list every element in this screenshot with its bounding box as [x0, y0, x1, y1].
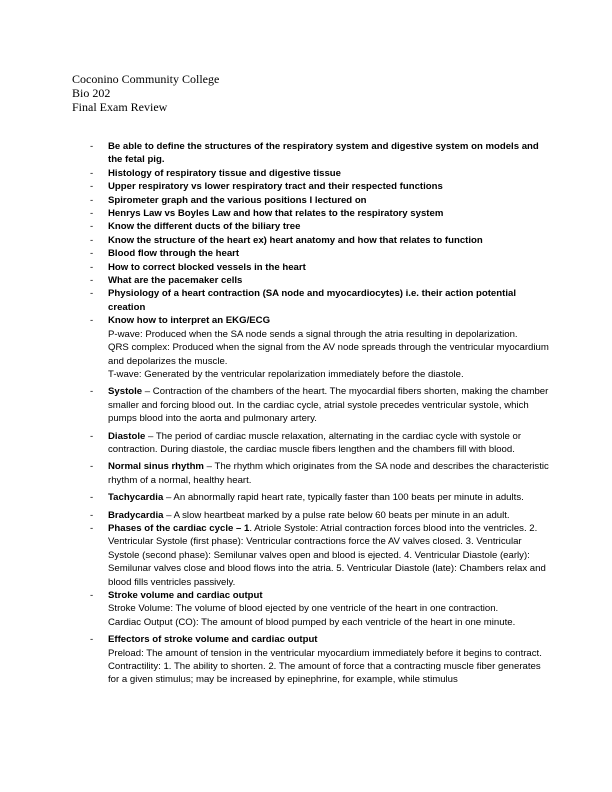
item-heading: Stroke volume and cardiac output	[108, 590, 263, 601]
item-text: – A slow heartbeat marked by a pulse rate below 60 beats per minute in an adult.	[163, 509, 510, 521]
preload-text: Preload: The amount of tension in the ventricular myocardium immediately before it begins to contract.	[108, 647, 542, 659]
list-item	[90, 274, 550, 287]
item-text: – The rhythm which originates from the SA node and describes the characteristic rhythm of a normal, healthy heart.	[108, 461, 549, 486]
contractility-text: Contractility: 1. The ability to shorten. 2. The amount of force that a contracting muscle fiber generates for a given stimulus; may be increased by epinephrine, for example, while stimulus	[108, 661, 541, 686]
list-item	[90, 220, 550, 233]
item-heading: Henrys Law vs Boyles Law and how that relates to the respiratory system	[108, 208, 444, 220]
item-heading: Blood flow through the heart	[108, 248, 240, 260]
item-heading: Normal sinus rhythm	[108, 461, 204, 473]
list-item	[90, 247, 550, 260]
item-text: . Atriole Systole: Atrial contraction forces blood into the ventricles. 2. Ventricular Systole (first phase): Ventricular contractions force the AV valves closed. 3. Ventricular Systole (second phase): Semilunar valves open and blood is ejected. 4. Ventricular Diastole (early): Semilunar valves close and blood flows into the atria. 5. Ventricular Diastole (late): Chambers relax and blood fills ventricles passively.	[108, 522, 546, 588]
college-name: Coconino Community College	[72, 72, 220, 86]
list-item-tachycardia	[90, 491, 550, 504]
item-heading: How to correct blocked vessels in the heart	[108, 261, 306, 273]
t-wave-text: T-wave: Generated by the ventricular repolarization immediately before the diastole.	[108, 368, 464, 380]
list-item	[90, 180, 550, 193]
list-item-cardiac-cycle	[90, 522, 550, 589]
item-heading: What are the pacemaker cells	[108, 275, 243, 287]
list-item	[90, 234, 550, 247]
item-heading: Be able to define the structures of the respiratory system and digestive system on models and the fetal pig.	[108, 141, 539, 166]
document-title: Final Exam Review	[72, 100, 168, 114]
list-item	[90, 207, 550, 220]
item-heading: Know how to interpret an EKG/ECG	[108, 315, 271, 327]
item-heading: Systole	[108, 386, 143, 398]
item-heading: Bradycardia	[108, 509, 164, 521]
item-text: – Contraction of the chambers of the heart. The myocardial fibers shorten, making the chamber smaller and forcing blood out. In the cardiac cycle, atrial systole precedes ventricular systole, which pumps blood into the aorta and pulmonary artery.	[108, 386, 549, 425]
qrs-complex-text: QRS complex: Produced when the signal from the AV node spreads through the ventricular myocardium and depolarizes the muscle.	[108, 342, 549, 367]
list-item	[90, 194, 550, 207]
item-heading: Phases of the cardiac cycle – 1	[108, 522, 250, 534]
course-name: Bio 202	[72, 86, 111, 100]
list-item	[90, 140, 550, 167]
item-heading: Tachycardia	[108, 492, 164, 504]
cardiac-output-text: Cardiac Output (CO): The amount of blood pumped by each ventricle of the heart in one minute.	[108, 616, 516, 628]
item-heading: Physiology of a heart contraction (SA node and myocardiocytes) i.e. their action potential creation	[108, 288, 516, 313]
document-header	[72, 72, 219, 114]
list-item-diastole	[90, 430, 550, 457]
item-heading: Diastole	[108, 430, 146, 442]
list-item-stroke-volume	[90, 589, 550, 629]
list-item-sinus-rhythm	[90, 460, 550, 487]
list-item	[90, 287, 550, 314]
list-item-ekg	[90, 314, 550, 381]
item-heading: Know the different ducts of the biliary tree	[108, 221, 301, 233]
list-item	[90, 261, 550, 274]
list-item-bradycardia	[90, 509, 550, 522]
review-list	[90, 140, 550, 687]
item-heading: Effectors of stroke volume and cardiac output	[108, 634, 318, 646]
item-heading: Upper respiratory vs lower respiratory tract and their respected functions	[108, 181, 443, 193]
item-heading: Spirometer graph and the various positions I lectured on	[108, 194, 367, 206]
item-text: – The period of cardiac muscle relaxation, alternating in the cardiac cycle with systole or contraction. During diastole, the cardiac muscle fibers lengthen and the chambers fill with blood.	[108, 430, 522, 455]
list-item	[90, 167, 550, 180]
p-wave-text: P-wave: Produced when the SA node sends a signal through the atria resulting in depolarization.	[108, 328, 518, 340]
item-heading: Know the structure of the heart ex) heart anatomy and how that relates to function	[108, 234, 483, 246]
item-heading: Histology of respiratory tissue and digestive tissue	[108, 167, 341, 179]
list-item-systole	[90, 385, 550, 425]
list-item-effectors	[90, 633, 550, 687]
stroke-volume-text: Stroke Volume: The volume of blood ejected by one ventricle of the heart in one contraction.	[108, 603, 499, 615]
item-text: – An abnormally rapid heart rate, typically faster than 100 beats per minute in adults.	[163, 492, 524, 504]
